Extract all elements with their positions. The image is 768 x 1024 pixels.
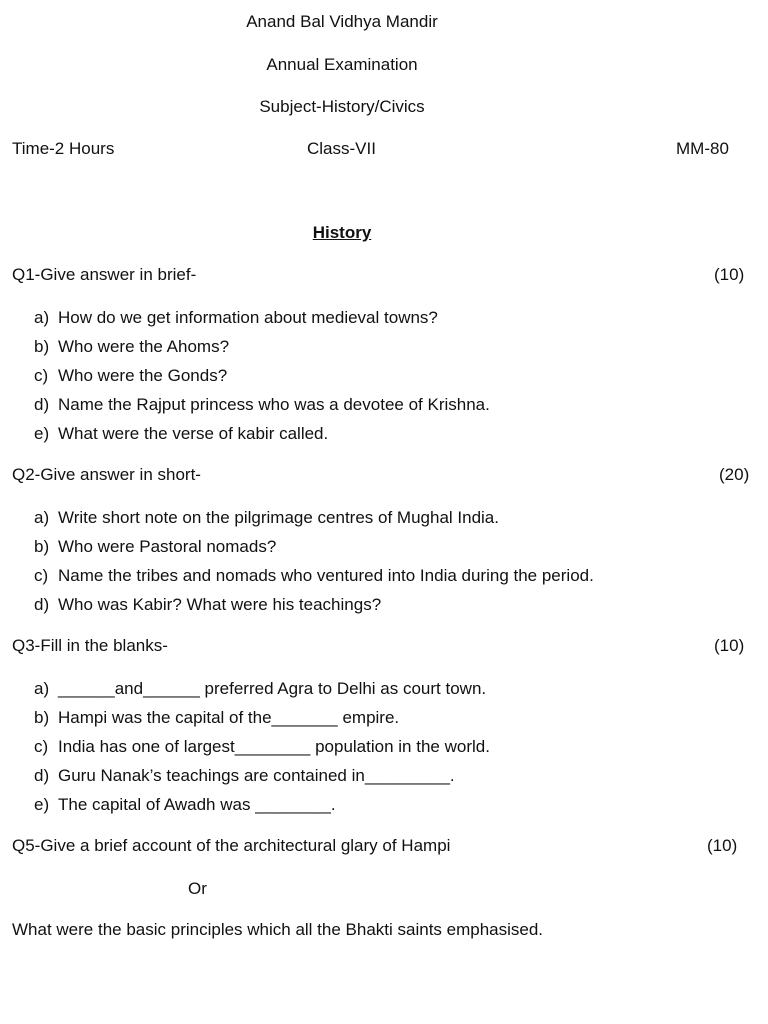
item-label: d) — [34, 395, 50, 414]
item-text: Who were the Ahoms? — [58, 337, 230, 356]
list-item — [34, 395, 490, 415]
q3-title: Q3-Fill in the blanks- — [12, 636, 168, 655]
item-text: ______and______ preferred Agra to Delhi as court town. — [58, 679, 487, 698]
school-name: Anand Bal Vidhya Mandir — [246, 12, 438, 31]
q1-title: Q1-Give answer in brief- — [12, 265, 197, 284]
item-label: c) — [34, 566, 49, 585]
item-label: e) — [34, 795, 50, 814]
item-text: Name the Rajput princess who was a devotee of Krishna. — [58, 395, 490, 414]
subject-line: Subject-History/Civics — [259, 97, 425, 116]
list-item — [34, 595, 381, 615]
item-text: The capital of Awadh was ________. — [58, 795, 336, 814]
q2-title: Q2-Give answer in short- — [12, 465, 201, 484]
item-label: e) — [34, 424, 50, 443]
item-text: Who was Kabir? What were his teachings? — [58, 595, 382, 614]
item-text: Name the tribes and nomads who ventured into India during the period. — [58, 566, 594, 585]
list-item — [34, 795, 336, 815]
item-label: d) — [34, 595, 50, 614]
list-item — [34, 737, 490, 757]
item-text: Hampi was the capital of the_______ empire. — [58, 708, 400, 727]
or-label: Or — [188, 879, 207, 898]
q2-marks: (20) — [719, 465, 750, 484]
list-item — [34, 337, 229, 357]
list-item — [34, 566, 594, 586]
item-label: b) — [34, 537, 50, 556]
q5-title: Q5-Give a brief account of the architectural glary of Hampi — [12, 836, 451, 855]
item-text: How do we get information about medieval towns? — [58, 308, 438, 327]
item-label: d) — [34, 766, 50, 785]
item-text: What were the verse of kabir called. — [58, 424, 329, 443]
item-label: b) — [34, 708, 50, 727]
list-item — [34, 766, 455, 786]
item-text: Guru Nanak’s teachings are contained in_________. — [58, 766, 455, 785]
list-item — [34, 537, 276, 557]
list-item — [34, 424, 328, 444]
item-text: Who were Pastoral nomads? — [58, 537, 277, 556]
list-item — [34, 366, 227, 386]
exam-title: Annual Examination — [266, 55, 418, 74]
class-label: Class-VII — [307, 139, 376, 158]
item-label: b) — [34, 337, 50, 356]
list-item — [34, 679, 486, 699]
list-item — [34, 708, 399, 728]
item-text: Who were the Gonds? — [58, 366, 228, 385]
item-label: a) — [34, 508, 50, 527]
q5-marks: (10) — [707, 836, 738, 855]
list-item — [34, 308, 438, 328]
item-label: c) — [34, 366, 49, 385]
q3-marks: (10) — [714, 636, 745, 655]
section-title-history: History — [312, 223, 372, 242]
max-marks: MM-80 — [676, 139, 729, 158]
time-allowed: Time-2 Hours — [12, 139, 115, 158]
q1-marks: (10) — [714, 265, 745, 284]
item-text: India has one of largest________ population in the world. — [58, 737, 490, 756]
item-label: c) — [34, 737, 49, 756]
item-label: a) — [34, 679, 50, 698]
q5-alternative: What were the basic principles which all the Bhakti saints emphasised. — [12, 920, 544, 939]
item-text: Write short note on the pilgrimage centres of Mughal India. — [58, 508, 499, 527]
list-item — [34, 508, 499, 528]
item-label: a) — [34, 308, 50, 327]
